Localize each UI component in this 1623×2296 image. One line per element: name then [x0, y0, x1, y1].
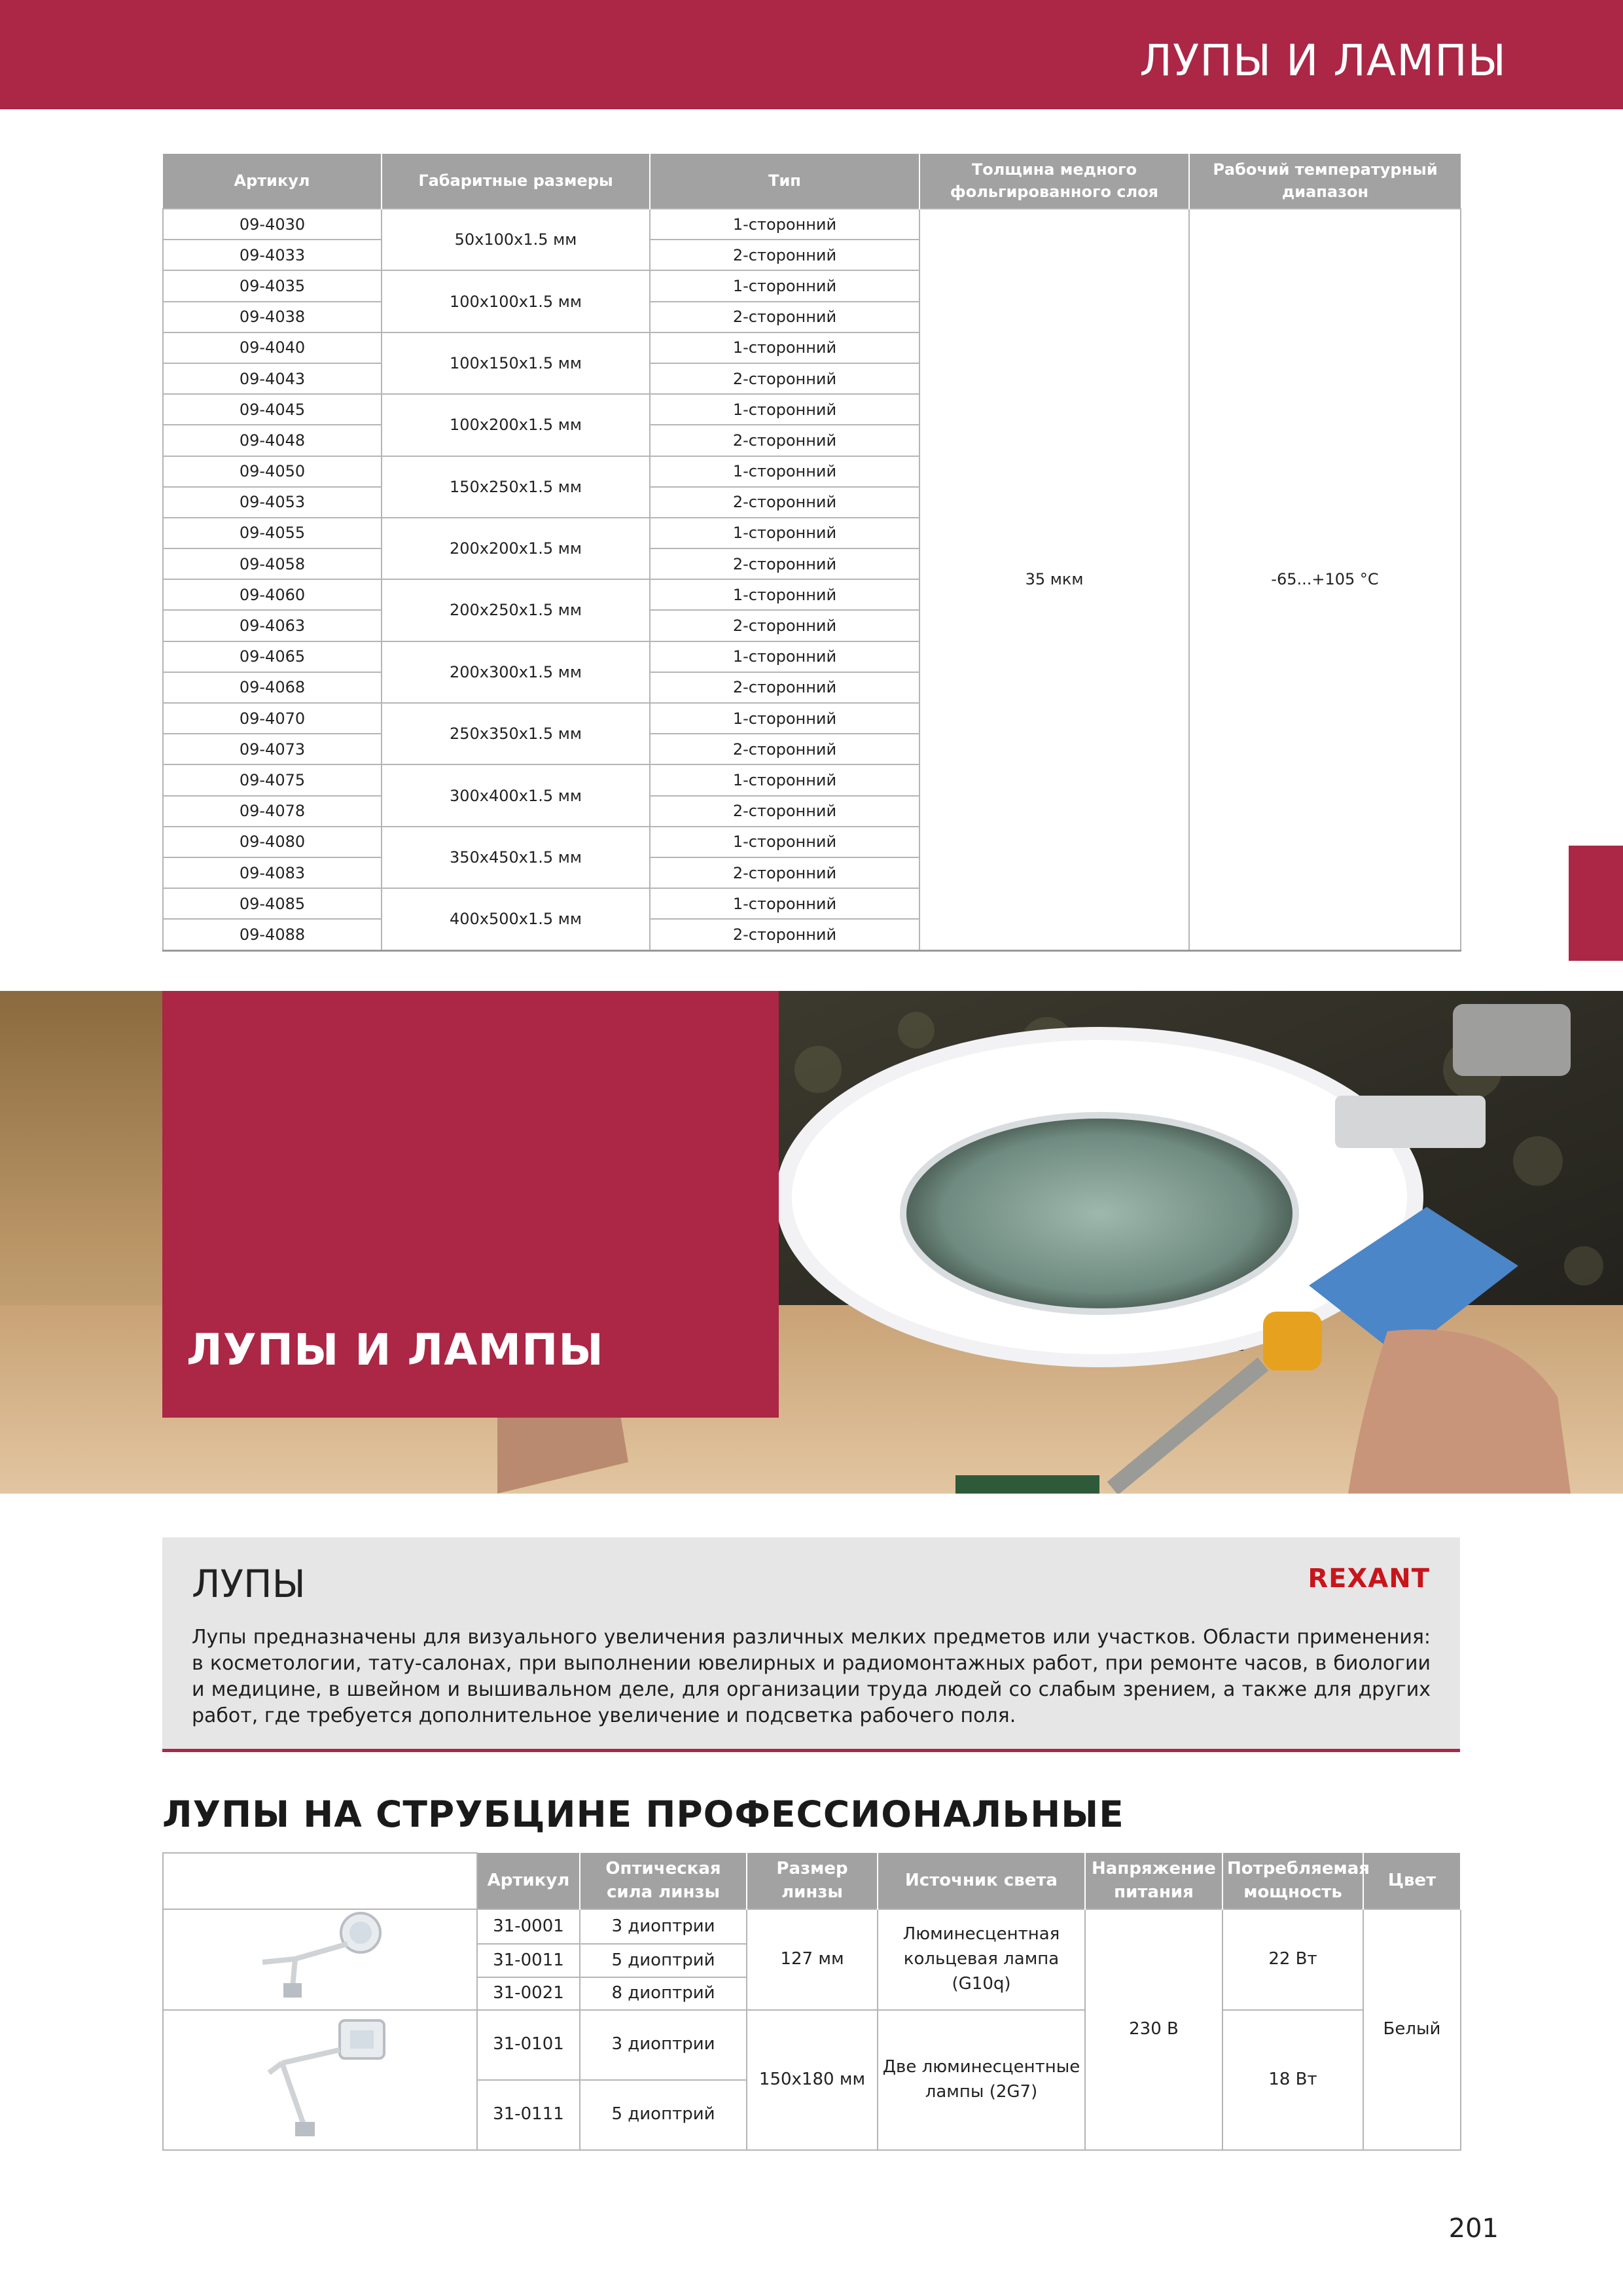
sku-cell: 09-4080 [163, 827, 382, 857]
sku-cell: 09-4060 [163, 579, 382, 610]
banner-title: ЛУПЫ И ЛАМПЫ [187, 1325, 604, 1375]
sku-cell: 09-4048 [163, 425, 382, 456]
page-header [0, 0, 1623, 109]
info-title: ЛУПЫ [192, 1562, 306, 1606]
light-source-cell: Две люминесцентные лампы (2G7) [878, 2010, 1085, 2150]
sku-cell: 09-4058 [163, 548, 382, 579]
size-cell: 200х300х1.5 мм [382, 641, 650, 703]
brand-logo: REXANT [1308, 1564, 1430, 1594]
sku-cell: 31-0021 [477, 1977, 580, 2010]
type-cell: 1-сторонний [650, 332, 919, 363]
sku-cell: 09-4033 [163, 240, 382, 270]
sku-cell: 09-4088 [163, 919, 382, 950]
pcb-spec-table [162, 154, 1461, 952]
magnifier-round-image [164, 1910, 476, 2001]
sku-cell: 09-4038 [163, 302, 382, 332]
type-cell: 1-сторонний [650, 456, 919, 487]
type-cell: 2-сторонний [650, 610, 919, 641]
power-cell: 5 диоптрий [580, 2080, 747, 2150]
size-cell: 200х250х1.5 мм [382, 579, 650, 641]
header-title: ЛУПЫ И ЛАМПЫ [1139, 35, 1507, 86]
magnifier-spec-table [162, 1852, 1461, 2151]
product-image-cell [163, 1909, 477, 2010]
size-cell: 250х350х1.5 мм [382, 703, 650, 764]
type-cell: 2-сторонний [650, 857, 919, 888]
type-cell: 1-сторонний [650, 641, 919, 672]
type-cell: 2-сторонний [650, 796, 919, 827]
type-cell: 1-сторонний [650, 579, 919, 610]
temp-cell: -65...+105 °С [1189, 209, 1461, 950]
info-description: Лупы предназначены для визуального увеличения различных мелких предметов или участков. Области применения: в косметологии, тату-салонах, при выполнении ювелирных и радиомонтажных работ, при ремонте часов, в биологии и медицине, в швейном и вышивальном деле, для организации труда людей со слабым зрением, а также для других работ, где требуется дополнительное увеличение и подсветка рабочего поля. [192, 1626, 1431, 1727]
type-cell: 1-сторонний [650, 518, 919, 548]
type-cell: 2-сторонний [650, 548, 919, 579]
col-header-light-source: Источник света [878, 1853, 1085, 1909]
type-cell: 1-сторонний [650, 888, 919, 919]
size-cell: 150х250х1.5 мм [382, 456, 650, 518]
magnifier-rect-image [164, 2011, 476, 2142]
sku-cell: 09-4035 [163, 270, 382, 301]
type-cell: 1-сторонний [650, 209, 919, 240]
table-header-row [163, 1853, 1461, 1909]
table-row [163, 2010, 1461, 2080]
sku-cell: 09-4075 [163, 764, 382, 795]
type-cell: 2-сторонний [650, 363, 919, 394]
power-cell: 3 диоптрии [580, 2010, 747, 2080]
type-cell: 2-сторонний [650, 487, 919, 518]
type-cell: 1-сторонний [650, 764, 919, 795]
col-header-size: Габаритные размеры [382, 154, 650, 209]
type-cell: 1-сторонний [650, 394, 919, 425]
col-header-temp: Рабочий температурный диапазон [1189, 154, 1461, 209]
sku-cell: 09-4050 [163, 456, 382, 487]
type-cell: 2-сторонний [650, 302, 919, 332]
sku-cell: 09-4055 [163, 518, 382, 548]
size-cell: 200х200х1.5 мм [382, 518, 650, 579]
size-cell: 300х400х1.5 мм [382, 764, 650, 826]
lens-size-cell: 127 мм [747, 1909, 878, 2010]
sku-cell: 09-4065 [163, 641, 382, 672]
sku-cell: 09-4030 [163, 209, 382, 240]
sku-cell: 09-4053 [163, 487, 382, 518]
type-cell: 2-сторонний [650, 425, 919, 456]
sku-cell: 31-0101 [477, 2010, 580, 2080]
sku-cell: 09-4083 [163, 857, 382, 888]
type-cell: 1-сторонний [650, 270, 919, 301]
size-cell: 100х200х1.5 мм [382, 394, 650, 456]
col-header-voltage: Напряжение питания [1085, 1853, 1222, 1909]
power-cell: 3 диоптрии [580, 1909, 747, 1944]
sku-cell: 31-0111 [477, 2080, 580, 2150]
sku-cell: 09-4063 [163, 610, 382, 641]
color-cell: Белый [1363, 1909, 1461, 2150]
copper-cell: 35 мкм [919, 209, 1189, 950]
table-row [163, 1909, 1461, 1944]
col-header-wattage: Потребляемая мощность [1222, 1853, 1363, 1909]
product-image-cell [163, 2010, 477, 2150]
type-cell: 2-сторонний [650, 672, 919, 703]
table-header-row [163, 154, 1461, 209]
info-panel [162, 1537, 1460, 1752]
col-header-color: Цвет [1363, 1853, 1461, 1909]
side-tab-marker [1569, 846, 1623, 961]
sku-cell: 09-4040 [163, 332, 382, 363]
type-cell: 2-сторонний [650, 240, 919, 270]
type-cell: 2-сторонний [650, 734, 919, 764]
col-header-type: Тип [650, 154, 919, 209]
col-header-sku: Артикул [163, 154, 382, 209]
sku-cell: 31-0011 [477, 1944, 580, 1977]
table-row [163, 209, 1461, 240]
type-cell: 1-сторонний [650, 703, 919, 734]
light-source-cell: Люминесцентная кольцевая лампа (G10q) [878, 1909, 1085, 2010]
size-cell: 50х100х1.5 мм [382, 209, 650, 270]
sku-cell: 09-4078 [163, 796, 382, 827]
wattage-cell: 22 Вт [1222, 1909, 1363, 2010]
col-header-sku: Артикул [477, 1853, 580, 1909]
voltage-cell: 230 В [1085, 1909, 1222, 2150]
size-cell: 400х500х1.5 мм [382, 888, 650, 950]
type-cell: 1-сторонний [650, 827, 919, 857]
wattage-cell: 18 Вт [1222, 2010, 1363, 2150]
sku-cell: 09-4068 [163, 672, 382, 703]
sku-cell: 09-4085 [163, 888, 382, 919]
type-cell: 2-сторонний [650, 919, 919, 950]
sku-cell: 09-4073 [163, 734, 382, 764]
sku-cell: 09-4043 [163, 363, 382, 394]
section-title: ЛУПЫ НА СТРУБЦИНЕ ПРОФЕССИОНАЛЬНЫЕ [162, 1793, 1124, 1835]
size-cell: 100х100х1.5 мм [382, 270, 650, 332]
col-header-optical-power: Оптическая сила линзы [580, 1853, 747, 1909]
size-cell: 100х150х1.5 мм [382, 332, 650, 394]
power-cell: 5 диоптрий [580, 1944, 747, 1977]
power-cell: 8 диоптрий [580, 1977, 747, 2010]
sku-cell: 09-4070 [163, 703, 382, 734]
size-cell: 350х450х1.5 мм [382, 827, 650, 888]
sku-cell: 31-0001 [477, 1909, 580, 1944]
sku-cell: 09-4045 [163, 394, 382, 425]
image-header-cell [163, 1853, 477, 1909]
page-number: 201 [1448, 2214, 1499, 2244]
col-header-copper: Толщина медного фольгированного слоя [919, 154, 1189, 209]
col-header-lens-size: Размер линзы [747, 1853, 878, 1909]
lens-size-cell: 150х180 мм [747, 2010, 878, 2150]
